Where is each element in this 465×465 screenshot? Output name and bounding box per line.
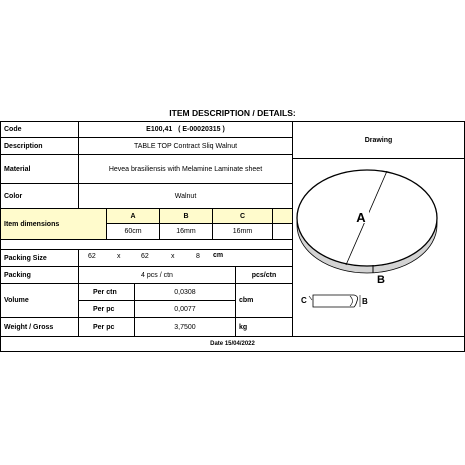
drawing-header: Drawing xyxy=(292,121,465,159)
code-label: Code xyxy=(0,121,79,138)
weight-unit: kg xyxy=(235,317,293,337)
packing-label: Packing xyxy=(0,266,79,284)
dimension-value-b: 16mm xyxy=(159,223,213,240)
weight-per-pc-label: Per pc xyxy=(78,317,135,337)
dimension-value-a: 60cm xyxy=(106,223,160,240)
description-value: TABLE TOP Contract Sliq Walnut xyxy=(78,137,293,155)
volume-per-pc-label: Per pc xyxy=(78,300,135,318)
dimension-label-a: A xyxy=(356,210,366,225)
volume-per-ctn-value: 0,0308 xyxy=(134,283,236,301)
dimension-header-c: C xyxy=(212,208,273,224)
volume-unit: cbm xyxy=(235,283,293,318)
packing-unit: pcs/ctn xyxy=(235,266,293,284)
description-label: Description xyxy=(0,137,79,155)
profile-label-b: B xyxy=(362,297,368,306)
packing-size-x2: x xyxy=(171,253,175,260)
profile-arrow-c xyxy=(309,296,312,300)
volume-per-ctn-label: Per ctn xyxy=(78,283,135,301)
table-top-drawing xyxy=(293,159,464,336)
code-number: E100,41 xyxy=(146,126,173,133)
packing-size-x1: x xyxy=(117,253,121,260)
dimension-header-spacer xyxy=(272,208,293,224)
packing-size-label: Packing Size xyxy=(0,249,79,267)
color-value: Walnut xyxy=(78,183,293,209)
packing-value: 4 pcs / ctn xyxy=(78,266,236,284)
dimensions-label: Item dimensions xyxy=(0,208,107,240)
packing-size-width: 62 xyxy=(88,253,96,260)
weight-label: Weight / Gross xyxy=(0,317,79,337)
date-footer: Date 15/04/2022 xyxy=(0,336,465,352)
packing-size-row xyxy=(78,249,293,267)
dimension-value-spacer xyxy=(272,223,293,240)
material-label: Material xyxy=(0,154,79,184)
dimension-label-b: B xyxy=(377,274,385,286)
weight-value: 3,7500 xyxy=(134,317,236,337)
volume-per-pc-value: 0,0077 xyxy=(134,300,236,318)
packing-size-height: 8 xyxy=(196,253,200,260)
dimension-value-c: 16mm xyxy=(212,223,273,240)
dimension-header-a: A xyxy=(106,208,160,224)
code-value xyxy=(78,121,293,138)
volume-label: Volume xyxy=(0,283,79,318)
item-details-sheet xyxy=(0,121,465,357)
packing-size-depth: 62 xyxy=(141,253,149,260)
document-title: ITEM DESCRIPTION / DETAILS: xyxy=(169,108,296,118)
material-value: Hevea brasiliensis with Melamine Laminate sheet xyxy=(78,154,293,184)
code-reference: ( E-00020315 ) xyxy=(178,126,225,133)
packing-size-unit: cm xyxy=(213,252,224,259)
color-label: Color xyxy=(0,183,79,209)
profile-label-c: C xyxy=(301,296,307,305)
drawing-area xyxy=(292,158,465,337)
dimension-header-b: B xyxy=(159,208,213,224)
